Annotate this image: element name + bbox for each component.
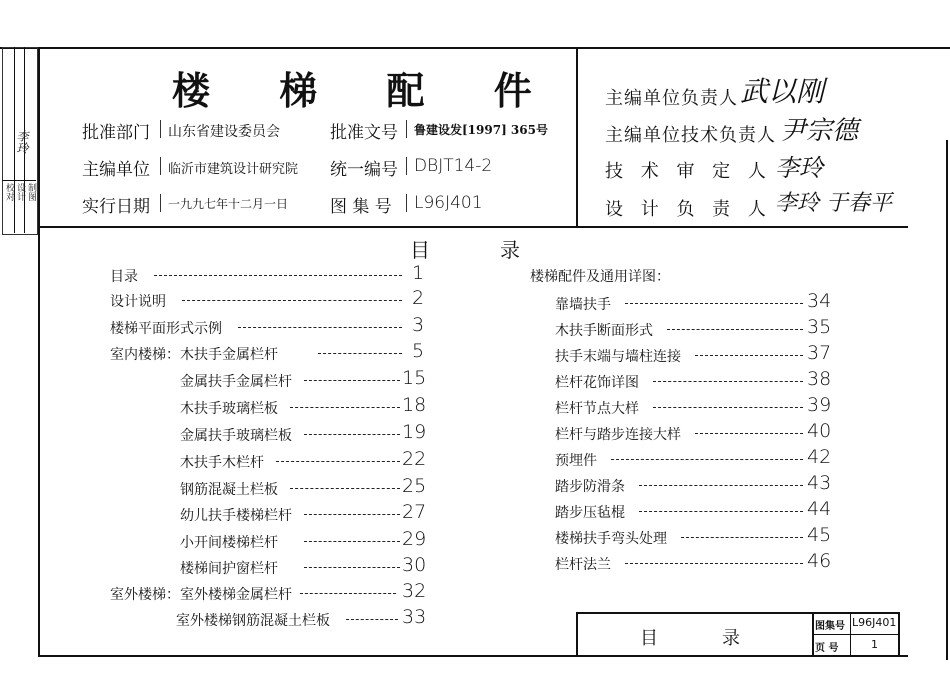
toc-entry-page: 19 bbox=[402, 421, 427, 443]
approve-doc-value: 鲁建设发[1997] 365号 bbox=[414, 123, 548, 137]
header-bottom-rule bbox=[38, 226, 908, 228]
toc-leader bbox=[276, 461, 400, 462]
toc-entry-label: 楼梯平面形式示例 bbox=[110, 321, 222, 337]
toc-entry[interactable] bbox=[180, 556, 430, 580]
field-separator bbox=[406, 120, 407, 138]
toc-entry-label: 钢筋混凝土栏板 bbox=[180, 482, 278, 498]
toc-entry[interactable] bbox=[180, 450, 430, 474]
unified-no-label: 统一编号 bbox=[330, 160, 398, 180]
field-separator bbox=[160, 194, 161, 212]
responsible-role-chief: 主编单位负责人 bbox=[605, 88, 738, 109]
toc-entry-label: 楼梯扶手弯头处理 bbox=[555, 531, 667, 547]
inner-frame-left bbox=[38, 47, 40, 657]
toc-entry-page: 5 bbox=[412, 340, 425, 362]
toc-leader bbox=[318, 353, 402, 354]
toc-entry[interactable] bbox=[555, 526, 845, 550]
toc-leader bbox=[154, 275, 402, 276]
toc-entry-page: 39 bbox=[807, 394, 832, 416]
toc-entry-page: 40 bbox=[807, 420, 832, 442]
responsible-role-review: 技 术 审 定 人 bbox=[605, 161, 772, 182]
title-block-atlas-label: 图集号 bbox=[815, 621, 845, 632]
toc-entry-label: 木扶手断面形式 bbox=[555, 323, 653, 339]
toc-entry-label: 幼儿扶手楼梯栏杆 bbox=[180, 508, 292, 524]
toc-leader bbox=[304, 434, 400, 435]
toc-entry-page: 30 bbox=[402, 554, 427, 576]
signature-tech: 尹宗德 bbox=[780, 116, 859, 146]
editor-unit-label: 主编单位 bbox=[82, 160, 150, 180]
strip-label-proof: 校对 bbox=[4, 183, 14, 201]
toc-entry[interactable] bbox=[180, 396, 430, 420]
toc-entry-label: 栏杆法兰 bbox=[555, 557, 611, 573]
toc-leader bbox=[290, 407, 400, 408]
header-vertical-divider bbox=[576, 47, 578, 227]
approve-dept-value: 山东省建设委员会 bbox=[168, 124, 280, 140]
toc-entry-label: 木扶手玻璃栏板 bbox=[180, 401, 278, 417]
toc-leader bbox=[290, 488, 400, 489]
field-separator bbox=[160, 120, 161, 138]
toc-entry-page: 44 bbox=[807, 498, 832, 520]
toc-entry-label: 栏杆节点大样 bbox=[555, 401, 639, 417]
toc-entry[interactable] bbox=[555, 318, 845, 342]
toc-entry-page: 25 bbox=[402, 475, 427, 497]
toc-heading-right: 录 bbox=[500, 238, 520, 262]
toc-entry[interactable] bbox=[555, 422, 845, 446]
toc-entry-label: 预埋件 bbox=[555, 453, 597, 469]
responsible-role-tech: 主编单位技术负责人 bbox=[605, 125, 776, 146]
atlas-no-label: 图 集 号 bbox=[330, 197, 392, 217]
toc-entry-page: 38 bbox=[807, 368, 832, 390]
toc-entry-label: 木扶手木栏杆 bbox=[180, 455, 264, 471]
toc-entry-label: 金属扶手金属栏杆 bbox=[180, 374, 292, 390]
toc-leader bbox=[182, 300, 402, 301]
toc-leader bbox=[300, 593, 396, 594]
toc-leader bbox=[611, 459, 803, 460]
toc-right-heading: 楼梯配件及通用详图： bbox=[530, 269, 670, 285]
toc-entry-label: 室外楼梯钢筋混凝土栏板 bbox=[176, 613, 330, 629]
toc-entry-label: 楼梯间护窗栏杆 bbox=[180, 561, 278, 577]
signature-chief: 武以刚 bbox=[740, 75, 825, 108]
toc-entry[interactable] bbox=[555, 292, 845, 316]
toc-entry-label: 小开间楼梯栏杆 bbox=[180, 535, 278, 551]
toc-leader bbox=[304, 567, 400, 568]
toc-heading-left: 目 bbox=[410, 238, 430, 262]
toc-entry-page: 18 bbox=[402, 394, 427, 416]
toc-leader bbox=[304, 380, 400, 381]
toc-entry[interactable] bbox=[180, 530, 430, 554]
field-separator bbox=[406, 157, 407, 175]
toc-leader bbox=[681, 537, 803, 538]
toc-entry-page: 15 bbox=[402, 367, 427, 389]
toc-entry[interactable] bbox=[555, 344, 845, 368]
toc-entry-label: 室内楼梯：木扶手金属栏杆 bbox=[110, 347, 278, 363]
inner-frame-bottom bbox=[38, 655, 908, 657]
title-block-mid-row bbox=[812, 634, 900, 635]
toc-entry[interactable] bbox=[555, 500, 845, 524]
unified-no-value: DBJT14-2 bbox=[414, 156, 493, 176]
title-block-atlas-value: L96J401 bbox=[852, 616, 897, 629]
toc-leader bbox=[653, 381, 803, 382]
toc-entry-label: 室外楼梯：室外楼梯金属栏杆 bbox=[110, 587, 292, 603]
toc-entry-page: 43 bbox=[807, 472, 832, 494]
title-block-page-value: 1 bbox=[871, 638, 878, 651]
title-block-left bbox=[576, 612, 578, 656]
toc-entry[interactable] bbox=[180, 369, 430, 393]
editor-unit-value: 临沂市建筑设计研究院 bbox=[168, 162, 299, 177]
title-block-col bbox=[850, 612, 851, 656]
toc-entry-page: 29 bbox=[402, 528, 427, 550]
toc-entry-page: 33 bbox=[402, 606, 427, 628]
toc-entry-page: 3 bbox=[412, 314, 425, 336]
toc-leader bbox=[346, 619, 398, 620]
toc-leader bbox=[238, 327, 402, 328]
toc-entry-page: 27 bbox=[402, 501, 427, 523]
responsible-role-design: 设 计 负 责 人 bbox=[605, 199, 772, 220]
toc-entry-page: 37 bbox=[807, 342, 832, 364]
toc-entry[interactable] bbox=[555, 370, 845, 394]
toc-entry-label: 栏杆花饰详图 bbox=[555, 375, 639, 391]
toc-entry[interactable] bbox=[180, 503, 430, 527]
toc-entry[interactable] bbox=[110, 342, 430, 366]
toc-entry-page: 35 bbox=[807, 316, 832, 338]
toc-entry-page: 2 bbox=[412, 287, 425, 309]
field-separator bbox=[160, 157, 161, 175]
toc-entry-label: 靠墙扶手 bbox=[555, 297, 611, 313]
approve-dept-label: 批准部门 bbox=[82, 123, 150, 143]
title-block-name-right: 录 bbox=[722, 628, 740, 649]
signature-design: 李玲 于春平 bbox=[775, 191, 892, 216]
toc-entry-label: 设计说明 bbox=[110, 294, 166, 310]
title-block-top bbox=[576, 612, 900, 614]
toc-entry[interactable] bbox=[110, 264, 430, 288]
page-title: 楼 梯 配 件 bbox=[172, 68, 560, 113]
title-block-name-left: 目 bbox=[640, 628, 658, 649]
toc-entry-page: 32 bbox=[402, 580, 427, 602]
toc-entry-label: 扶手末端与墙柱连接 bbox=[555, 349, 681, 365]
toc-entry[interactable] bbox=[180, 423, 430, 447]
toc-entry-page: 34 bbox=[807, 290, 832, 312]
toc-leader bbox=[304, 514, 400, 515]
toc-entry[interactable] bbox=[176, 608, 430, 632]
field-separator bbox=[406, 194, 407, 212]
toc-entry[interactable] bbox=[555, 448, 845, 472]
toc-entry[interactable] bbox=[110, 582, 430, 606]
strip-label-design: 设计 bbox=[15, 183, 25, 201]
binding-strip-row bbox=[2, 180, 36, 181]
strip-label-drawing: 制图 bbox=[26, 183, 36, 201]
approve-doc-label: 批准文号 bbox=[330, 123, 398, 143]
right-edge-mark bbox=[946, 140, 948, 660]
toc-entry-label: 踏步防滑条 bbox=[555, 479, 625, 495]
toc-entry-page: 22 bbox=[402, 448, 427, 470]
toc-entry-label: 金属扶手玻璃栏板 bbox=[180, 428, 292, 444]
toc-leader bbox=[639, 485, 803, 486]
toc-entry[interactable] bbox=[110, 289, 430, 313]
toc-entry[interactable] bbox=[180, 477, 430, 501]
effective-date-label: 实行日期 bbox=[82, 197, 150, 217]
toc-entry[interactable] bbox=[555, 552, 845, 576]
toc-leader bbox=[695, 433, 803, 434]
toc-entry-label: 栏杆与踏步连接大样 bbox=[555, 427, 681, 443]
signature-review: 李玲 bbox=[775, 154, 823, 182]
strip-signature: 李玲 bbox=[15, 130, 29, 154]
toc-entry-page: 1 bbox=[412, 262, 425, 284]
toc-leader bbox=[304, 541, 400, 542]
toc-leader bbox=[695, 355, 803, 356]
toc-leader bbox=[625, 303, 803, 304]
effective-date-value: 一九九七年十二月一日 bbox=[168, 197, 289, 211]
toc-entry-page: 46 bbox=[807, 550, 832, 572]
toc-leader bbox=[667, 329, 803, 330]
toc-entry-label: 目录 bbox=[110, 269, 138, 285]
toc-entry[interactable] bbox=[555, 474, 845, 498]
outer-top-border bbox=[0, 47, 950, 49]
toc-entry[interactable] bbox=[555, 396, 845, 420]
toc-leader bbox=[625, 563, 803, 564]
toc-entry-page: 42 bbox=[807, 446, 832, 468]
toc-entry-page: 45 bbox=[807, 524, 832, 546]
toc-entry-label: 踏步压毡棍 bbox=[555, 505, 625, 521]
toc-leader bbox=[653, 407, 803, 408]
title-block-page-label: 页 号 bbox=[815, 643, 839, 654]
toc-leader bbox=[639, 511, 803, 512]
atlas-no-value: L96J401 bbox=[414, 193, 483, 213]
toc-entry[interactable] bbox=[110, 316, 430, 340]
